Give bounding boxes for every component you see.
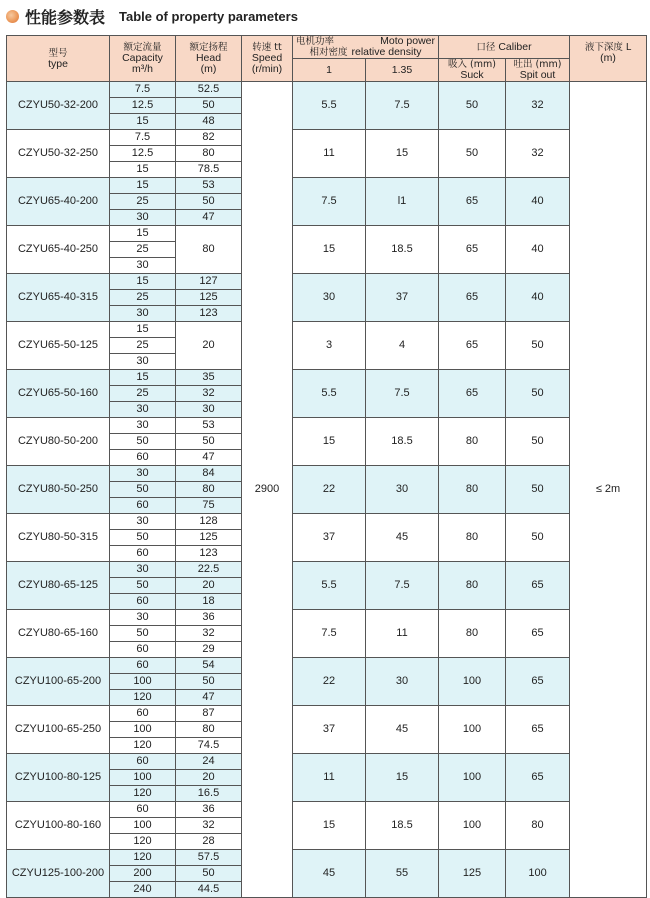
power-density-1-cell: 3 xyxy=(293,322,366,370)
table-row xyxy=(7,610,647,626)
depth-cell: ≤ 2m xyxy=(570,82,647,898)
capacity-cell: 50 xyxy=(110,530,176,546)
table-row xyxy=(7,802,647,818)
capacity-cell: 30 xyxy=(110,402,176,418)
suck-cell: 65 xyxy=(439,178,506,226)
head-cell: 16.5 xyxy=(176,786,242,802)
head-cell: 47 xyxy=(176,210,242,226)
spit-cell: 100 xyxy=(506,850,570,898)
header-density-135: 1.35 xyxy=(366,59,439,82)
capacity-cell: 60 xyxy=(110,498,176,514)
header-head: 额定扬程 Head (m) xyxy=(176,36,242,82)
suck-cell: 80 xyxy=(439,514,506,562)
capacity-cell: 100 xyxy=(110,674,176,690)
title-bar xyxy=(6,5,298,27)
model-type-cell: CZYU100-65-250 xyxy=(7,706,110,754)
model-type-cell: CZYU80-50-200 xyxy=(7,418,110,466)
capacity-cell: 15 xyxy=(110,274,176,290)
suck-cell: 80 xyxy=(439,562,506,610)
capacity-cell: 30 xyxy=(110,210,176,226)
head-cell: 50 xyxy=(176,866,242,882)
spit-cell: 65 xyxy=(506,658,570,706)
head-cell: 47 xyxy=(176,450,242,466)
capacity-cell: 100 xyxy=(110,722,176,738)
head-cell: 123 xyxy=(176,546,242,562)
capacity-cell: 50 xyxy=(110,626,176,642)
spit-cell: 40 xyxy=(506,178,570,226)
spit-cell: 32 xyxy=(506,82,570,130)
power-density-1-cell: 22 xyxy=(293,658,366,706)
capacity-cell: 50 xyxy=(110,578,176,594)
spit-cell: 40 xyxy=(506,274,570,322)
power-density-135-cell: 4 xyxy=(366,322,439,370)
power-density-1-cell: 5.5 xyxy=(293,562,366,610)
spit-cell: 65 xyxy=(506,562,570,610)
header-spit: 吐出 (mm) Spit out xyxy=(506,59,570,82)
head-cell: 47 xyxy=(176,690,242,706)
header-depth: 液下深度 L (m) xyxy=(570,36,647,82)
capacity-cell: 15 xyxy=(110,114,176,130)
capacity-cell: 60 xyxy=(110,658,176,674)
head-cell: 20 xyxy=(176,322,242,370)
capacity-cell: 15 xyxy=(110,370,176,386)
head-cell: 18 xyxy=(176,594,242,610)
speed-cell: 2900 xyxy=(242,82,293,898)
model-type-cell: CZYU80-65-160 xyxy=(7,610,110,658)
suck-cell: 100 xyxy=(439,658,506,706)
spit-cell: 50 xyxy=(506,322,570,370)
head-cell: 50 xyxy=(176,98,242,114)
capacity-cell: 120 xyxy=(110,834,176,850)
table-row xyxy=(7,82,647,98)
title-chinese: 性能参数表 xyxy=(25,7,106,27)
table-row xyxy=(7,466,647,482)
capacity-cell: 120 xyxy=(110,738,176,754)
head-cell: 35 xyxy=(176,370,242,386)
power-density-1-cell: 7.5 xyxy=(293,178,366,226)
head-cell: 32 xyxy=(176,626,242,642)
capacity-cell: 120 xyxy=(110,690,176,706)
capacity-cell: 30 xyxy=(110,514,176,530)
power-density-1-cell: 30 xyxy=(293,274,366,322)
capacity-cell: 25 xyxy=(110,194,176,210)
power-density-1-cell: 15 xyxy=(293,418,366,466)
spit-cell: 50 xyxy=(506,370,570,418)
suck-cell: 65 xyxy=(439,226,506,274)
model-type-cell: CZYU100-80-160 xyxy=(7,802,110,850)
capacity-cell: 60 xyxy=(110,594,176,610)
table-row xyxy=(7,754,647,770)
capacity-cell: 60 xyxy=(110,642,176,658)
table-row xyxy=(7,274,647,290)
head-cell: 80 xyxy=(176,722,242,738)
table-row xyxy=(7,562,647,578)
model-type-cell: CZYU65-50-125 xyxy=(7,322,110,370)
head-cell: 87 xyxy=(176,706,242,722)
table-body xyxy=(7,82,647,898)
power-density-1-cell: 37 xyxy=(293,706,366,754)
header-suck: 吸入 (mm) Suck xyxy=(439,59,506,82)
head-cell: 20 xyxy=(176,770,242,786)
capacity-cell: 25 xyxy=(110,242,176,258)
power-density-1-cell: 45 xyxy=(293,850,366,898)
head-cell: 128 xyxy=(176,514,242,530)
head-cell: 82 xyxy=(176,130,242,146)
capacity-cell: 25 xyxy=(110,290,176,306)
spit-cell: 32 xyxy=(506,130,570,178)
table-row xyxy=(7,130,647,146)
suck-cell: 125 xyxy=(439,850,506,898)
power-density-135-cell: 30 xyxy=(366,658,439,706)
head-cell: 74.5 xyxy=(176,738,242,754)
capacity-cell: 15 xyxy=(110,178,176,194)
suck-cell: 80 xyxy=(439,610,506,658)
table-row xyxy=(7,370,647,386)
model-type-cell: CZYU50-32-250 xyxy=(7,130,110,178)
model-type-cell: CZYU100-80-125 xyxy=(7,754,110,802)
model-type-cell: CZYU65-40-315 xyxy=(7,274,110,322)
power-density-1-cell: 15 xyxy=(293,226,366,274)
capacity-cell: 50 xyxy=(110,482,176,498)
power-density-135-cell: 7.5 xyxy=(366,370,439,418)
head-cell: 36 xyxy=(176,802,242,818)
power-density-1-cell: 15 xyxy=(293,802,366,850)
head-cell: 50 xyxy=(176,674,242,690)
capacity-cell: 30 xyxy=(110,466,176,482)
model-type-cell: CZYU65-50-160 xyxy=(7,370,110,418)
capacity-cell: 100 xyxy=(110,818,176,834)
head-cell: 57.5 xyxy=(176,850,242,866)
power-density-135-cell: 15 xyxy=(366,130,439,178)
header-caliber: 口径 Caliber xyxy=(439,36,570,59)
capacity-cell: 30 xyxy=(110,562,176,578)
head-cell: 50 xyxy=(176,194,242,210)
capacity-cell: 240 xyxy=(110,882,176,898)
table-row xyxy=(7,226,647,242)
table-row xyxy=(7,418,647,434)
model-type-cell: CZYU80-50-315 xyxy=(7,514,110,562)
capacity-cell: 15 xyxy=(110,162,176,178)
spit-cell: 80 xyxy=(506,802,570,850)
head-cell: 75 xyxy=(176,498,242,514)
suck-cell: 65 xyxy=(439,322,506,370)
model-type-cell: CZYU100-65-200 xyxy=(7,658,110,706)
capacity-cell: 15 xyxy=(110,322,176,338)
suck-cell: 100 xyxy=(439,706,506,754)
spit-cell: 65 xyxy=(506,754,570,802)
head-cell: 22.5 xyxy=(176,562,242,578)
capacity-cell: 60 xyxy=(110,706,176,722)
capacity-cell: 120 xyxy=(110,786,176,802)
capacity-cell: 30 xyxy=(110,418,176,434)
power-density-1-cell: 37 xyxy=(293,514,366,562)
bullet-circle-icon xyxy=(6,10,19,23)
head-cell: 20 xyxy=(176,578,242,594)
head-cell: 36 xyxy=(176,610,242,626)
model-type-cell: CZYU65-40-250 xyxy=(7,226,110,274)
model-type-cell: CZYU80-50-250 xyxy=(7,466,110,514)
spit-cell: 40 xyxy=(506,226,570,274)
capacity-cell: 15 xyxy=(110,226,176,242)
table-row xyxy=(7,850,647,866)
capacity-cell: 12.5 xyxy=(110,98,176,114)
suck-cell: 80 xyxy=(439,466,506,514)
capacity-cell: 30 xyxy=(110,610,176,626)
head-cell: 44.5 xyxy=(176,882,242,898)
head-cell: 24 xyxy=(176,754,242,770)
power-density-135-cell: 7.5 xyxy=(366,562,439,610)
power-density-135-cell: 30 xyxy=(366,466,439,514)
head-cell: 29 xyxy=(176,642,242,658)
suck-cell: 50 xyxy=(439,130,506,178)
head-cell: 30 xyxy=(176,402,242,418)
model-type-cell: CZYU80-65-125 xyxy=(7,562,110,610)
header-power: 电机功率 Moto power 相对密度 relative density xyxy=(293,36,439,59)
head-cell: 28 xyxy=(176,834,242,850)
power-density-1-cell: 11 xyxy=(293,754,366,802)
power-density-135-cell: 45 xyxy=(366,514,439,562)
header-density-1: 1 xyxy=(293,59,366,82)
head-cell: 80 xyxy=(176,226,242,274)
model-type-cell: CZYU50-32-200 xyxy=(7,82,110,130)
power-density-135-cell: 37 xyxy=(366,274,439,322)
capacity-cell: 120 xyxy=(110,850,176,866)
head-cell: 32 xyxy=(176,386,242,402)
table-row xyxy=(7,178,647,194)
spit-cell: 65 xyxy=(506,706,570,754)
suck-cell: 65 xyxy=(439,370,506,418)
head-cell: 80 xyxy=(176,482,242,498)
capacity-cell: 30 xyxy=(110,306,176,322)
capacity-cell: 200 xyxy=(110,866,176,882)
capacity-cell: 12.5 xyxy=(110,146,176,162)
power-density-135-cell: 11 xyxy=(366,610,439,658)
table-row xyxy=(7,322,647,338)
suck-cell: 100 xyxy=(439,754,506,802)
power-density-1-cell: 22 xyxy=(293,466,366,514)
capacity-cell: 60 xyxy=(110,450,176,466)
table-row xyxy=(7,706,647,722)
head-cell: 52.5 xyxy=(176,82,242,98)
capacity-cell: 25 xyxy=(110,386,176,402)
capacity-cell: 25 xyxy=(110,338,176,354)
power-density-135-cell: 55 xyxy=(366,850,439,898)
spit-cell: 50 xyxy=(506,466,570,514)
capacity-cell: 30 xyxy=(110,258,176,274)
power-density-1-cell: 7.5 xyxy=(293,610,366,658)
head-cell: 125 xyxy=(176,290,242,306)
head-cell: 127 xyxy=(176,274,242,290)
head-cell: 53 xyxy=(176,178,242,194)
model-type-cell: CZYU65-40-200 xyxy=(7,178,110,226)
head-cell: 125 xyxy=(176,530,242,546)
suck-cell: 65 xyxy=(439,274,506,322)
head-cell: 32 xyxy=(176,818,242,834)
head-cell: 53 xyxy=(176,418,242,434)
power-density-135-cell: l1 xyxy=(366,178,439,226)
power-density-135-cell: 15 xyxy=(366,754,439,802)
head-cell: 78.5 xyxy=(176,162,242,178)
head-cell: 50 xyxy=(176,434,242,450)
model-type-cell: CZYU125-100-200 xyxy=(7,850,110,898)
power-density-135-cell: 45 xyxy=(366,706,439,754)
table-header xyxy=(7,36,647,82)
power-density-1-cell: 5.5 xyxy=(293,82,366,130)
power-density-1-cell: 11 xyxy=(293,130,366,178)
header-type: 型号 type xyxy=(7,36,110,82)
capacity-cell: 100 xyxy=(110,770,176,786)
power-density-135-cell: 18.5 xyxy=(366,226,439,274)
spit-cell: 50 xyxy=(506,418,570,466)
capacity-cell: 60 xyxy=(110,546,176,562)
property-parameters-table xyxy=(6,35,647,898)
table-row xyxy=(7,514,647,530)
power-density-135-cell: 18.5 xyxy=(366,418,439,466)
table-row xyxy=(7,658,647,674)
head-cell: 80 xyxy=(176,146,242,162)
head-cell: 48 xyxy=(176,114,242,130)
suck-cell: 50 xyxy=(439,82,506,130)
head-cell: 123 xyxy=(176,306,242,322)
capacity-cell: 60 xyxy=(110,754,176,770)
capacity-cell: 60 xyxy=(110,802,176,818)
power-density-135-cell: 7.5 xyxy=(366,82,439,130)
capacity-cell: 7.5 xyxy=(110,82,176,98)
power-density-1-cell: 5.5 xyxy=(293,370,366,418)
suck-cell: 100 xyxy=(439,802,506,850)
power-density-135-cell: 18.5 xyxy=(366,802,439,850)
spit-cell: 50 xyxy=(506,514,570,562)
suck-cell: 80 xyxy=(439,418,506,466)
capacity-cell: 30 xyxy=(110,354,176,370)
header-capacity: 额定流量 Capacity m³/h xyxy=(110,36,176,82)
spit-cell: 65 xyxy=(506,610,570,658)
head-cell: 84 xyxy=(176,466,242,482)
capacity-cell: 50 xyxy=(110,434,176,450)
title-english: Table of property parameters xyxy=(119,8,298,24)
capacity-cell: 7.5 xyxy=(110,130,176,146)
header-speed: 转速 tt Speed (r/min) xyxy=(242,36,293,82)
head-cell: 54 xyxy=(176,658,242,674)
